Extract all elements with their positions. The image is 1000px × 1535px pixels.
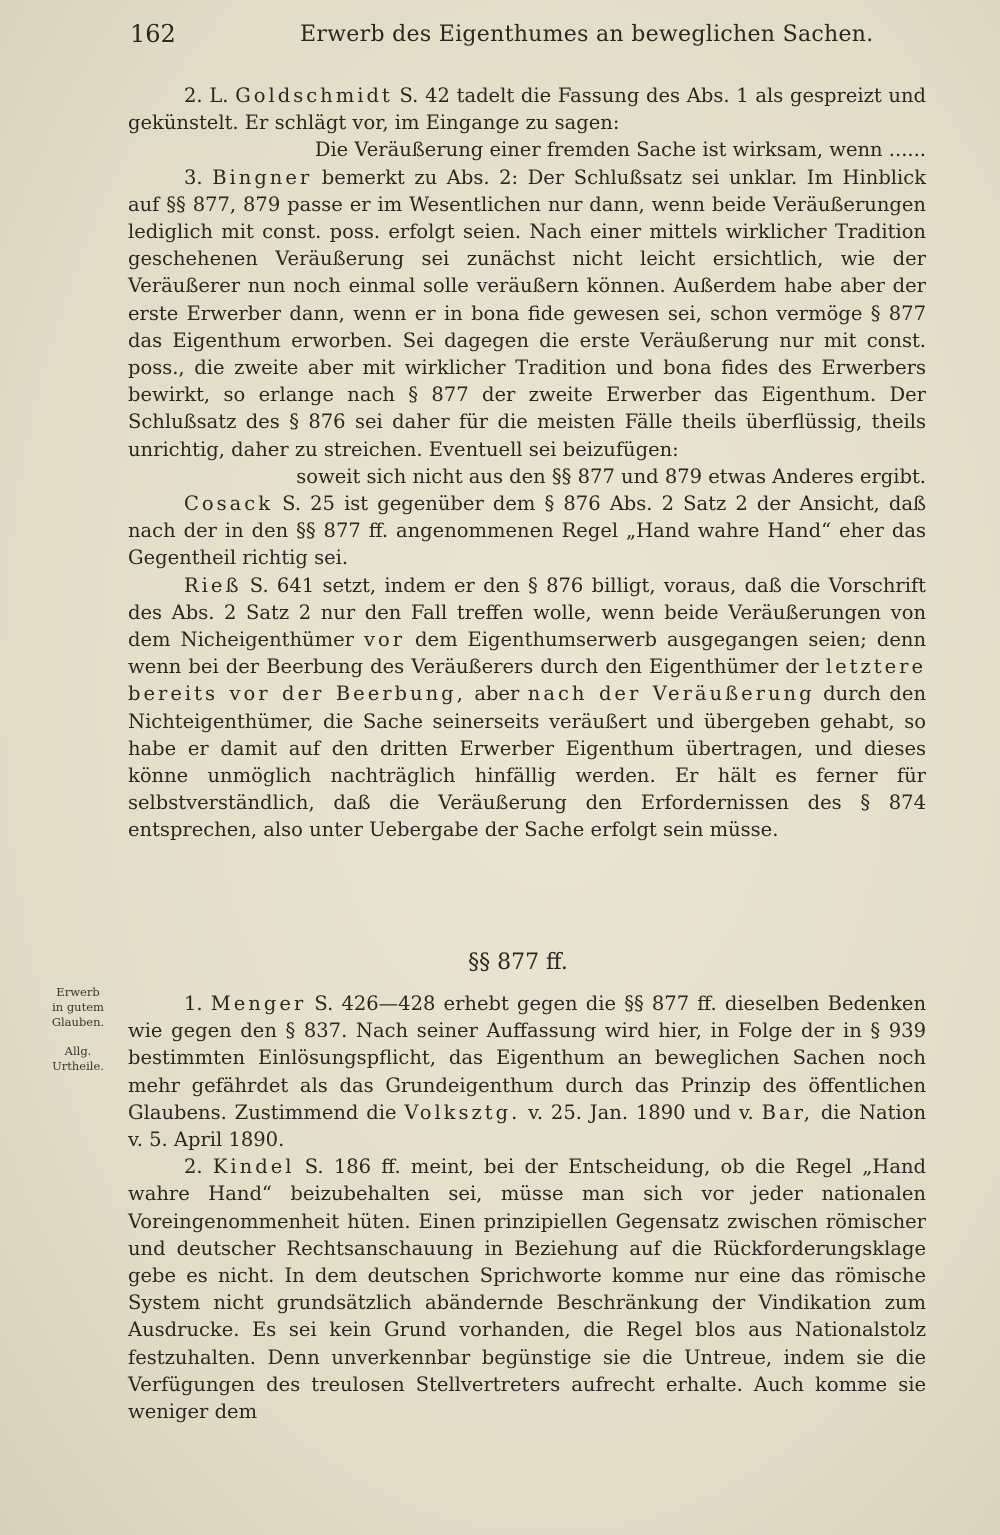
item-number: 2. L. xyxy=(184,84,229,107)
item-number: 1. xyxy=(184,992,203,1015)
paragraph-text: aber xyxy=(474,682,520,706)
running-title: Erwerb des Eigenthumes an beweglichen Sachen. xyxy=(300,22,874,47)
emphasis: Bar, xyxy=(761,1100,813,1124)
item-number: 2. xyxy=(184,1155,203,1179)
paragraph-text: dem Eigenthumserwerb ausgegangen seien; denn wenn bei der Beerbung des Veräußerers durch den Eigenthümer der xyxy=(128,628,927,679)
paragraph-text: S. 42 tadelt die Fassung des Abs. 1 als gespreizt und gekünstelt. Er schlägt vor, im Eingange zu sagen: xyxy=(128,84,927,135)
paragraph-goldschmidt xyxy=(128,82,926,136)
author-name: Cosack xyxy=(184,492,274,516)
author-name: Goldschmidt xyxy=(235,84,393,107)
margin-note-subtopic xyxy=(40,1044,116,1074)
item-number: 3. xyxy=(184,165,203,189)
margin-note-line: Erwerb xyxy=(56,985,100,999)
page-number: 162 xyxy=(130,20,176,48)
emphasis: Volksztg. xyxy=(404,1100,521,1124)
paragraph-text: S. 25 ist gegenüber dem § 876 Abs. 2 Satz 2 der Ansicht, daß nach der in den §§ 877 ff. angenommenen Regel „Hand wahre Hand“ eher das Gegentheil richtig sei. xyxy=(128,492,926,570)
margin-note-topic xyxy=(40,985,116,1030)
paragraph-bingner xyxy=(128,164,926,463)
paragraph-text: S. 186 ff. meint, bei der Entscheidung, ob die Regel „Hand wahre Hand“ beizubehalten sei, müsse man sich vor jeder nationalen Voreingenommenheit hüten. Einen prinzipiellen Gegensatz zwischen römischer und deutscher Rechtsanschauung in Beziehung auf die Rückforderungsklage gebe es nicht. In dem deutschen Sprichworte komme nur eine das römische System nicht grundsätzlich abändernde Beschränkung der Vindikation zum Ausdrucke. Es sei kein Grund vorhanden, die Regel blos aus Nationalstolz festzuhalten. Denn unverkennbar begünstige sie die Untreue, indem sie die Verfügungen des treulosen Stellvertreters aufrecht erhalte. Auch komme sie weniger dem xyxy=(128,1155,926,1424)
paragraph-riess xyxy=(128,572,926,844)
author-name: Menger xyxy=(210,992,307,1015)
emphasis: letztere bereits vor der Beerbung, xyxy=(128,655,926,706)
paragraph-text: S. 641 setzt, indem er den § 876 billigt, voraus, daß die Vorschrift des Abs. 2 Satz 2 nur den Fall treffen wolle, wenn beide Veräußerungen von dem Nicheigenthümer xyxy=(128,573,926,652)
margin-note-line: in gutem xyxy=(52,1000,104,1014)
quoted-proposal: Die Veräußerung einer fremden Sache ist wirksam, wenn ...... xyxy=(314,138,926,162)
section-heading: §§ 877 ff. xyxy=(468,950,568,975)
paragraph-text: die Nation v. 5. April 1890. xyxy=(128,1100,927,1152)
quoted-addition: soweit sich nicht aus den §§ 877 und 879 etwas Anderes ergibt. xyxy=(296,464,926,488)
paragraph-text: v. 25. Jan. 1890 und v. xyxy=(528,1100,754,1124)
page-header xyxy=(130,20,930,60)
paragraph-text: S. 426—428 erhebt gegen die §§ 877 ff. dieselben Bedenken wie gegen den § 837. Nach seiner Auffassung wird hier, in Folge der in § 939 bestimmten Einlösungspflicht, das Eigenthum an beweglichen Sachen noch mehr gefährdet als das Grundeigenthum durch das Prinzip des öffentlichen Glaubens. Zustimmend die xyxy=(128,992,926,1124)
margin-note-line: Urtheile. xyxy=(52,1059,104,1073)
emphasis: vor xyxy=(363,628,406,652)
paragraph-cosack xyxy=(128,490,926,572)
margin-note-line: Glauben. xyxy=(51,1015,105,1029)
text-block-upper xyxy=(128,82,926,844)
margin-note-line: Allg. xyxy=(64,1044,92,1058)
author-name: Kindel xyxy=(212,1155,295,1179)
emphasis: nach der Veräußerung xyxy=(527,682,815,706)
author-name: Rieß xyxy=(184,573,242,597)
paragraph-kindel xyxy=(128,1153,926,1425)
paragraph-text: durch den Nichteigenthümer, die Sache seinerseits veräußert und übergeben gehabt, so habe er damit auf den dritten Erwerber Eigenthum übertragen, und dieses könne unmöglich nachträglich hinfällig werden. Er hält es ferner für selbstverständlich, daß die Veräußerung den Erfordernissen des § 874 entsprechen, also unter Uebergabe der Sache erfolgt sein müsse. xyxy=(128,682,926,842)
author-name: Bingner xyxy=(212,165,313,189)
paragraph-text: bemerkt zu Abs. 2: Der Schlußsatz sei unklar. Im Hinblick auf §§ 877, 879 passe er im Wesentlichen nur dann, wenn beide Veräußerungen lediglich mit const. poss. erfolgt seien. Nach einer mittels wirklicher Tradition geschehenen Veräußerung sei zunächst nicht leicht ersichtlich, wie der Veräußerer nun noch einmal solle veräußern können. Außerdem habe aber der erste Erwerber dann, wenn er in bona fide gewesen sei, schon vermöge § 877 das Eigenthum erworben. Sei dagegen die erste Veräußerung nur mit const. poss., die zweite aber mit wirklicher Tradition und bona fides des Erwerbers bewirkt, so erlange nach § 877 der zweite Erwerber das Eigenthum. Der Schlußsatz des § 876 sei daher für die meisten Fälle theils überflüssig, theils unrichtig, daher zu streichen. Eventuell sei beizufügen: xyxy=(128,165,927,461)
margin-notes xyxy=(40,985,116,1088)
text-block-lower xyxy=(128,990,926,1425)
paragraph-menger xyxy=(128,990,926,1153)
